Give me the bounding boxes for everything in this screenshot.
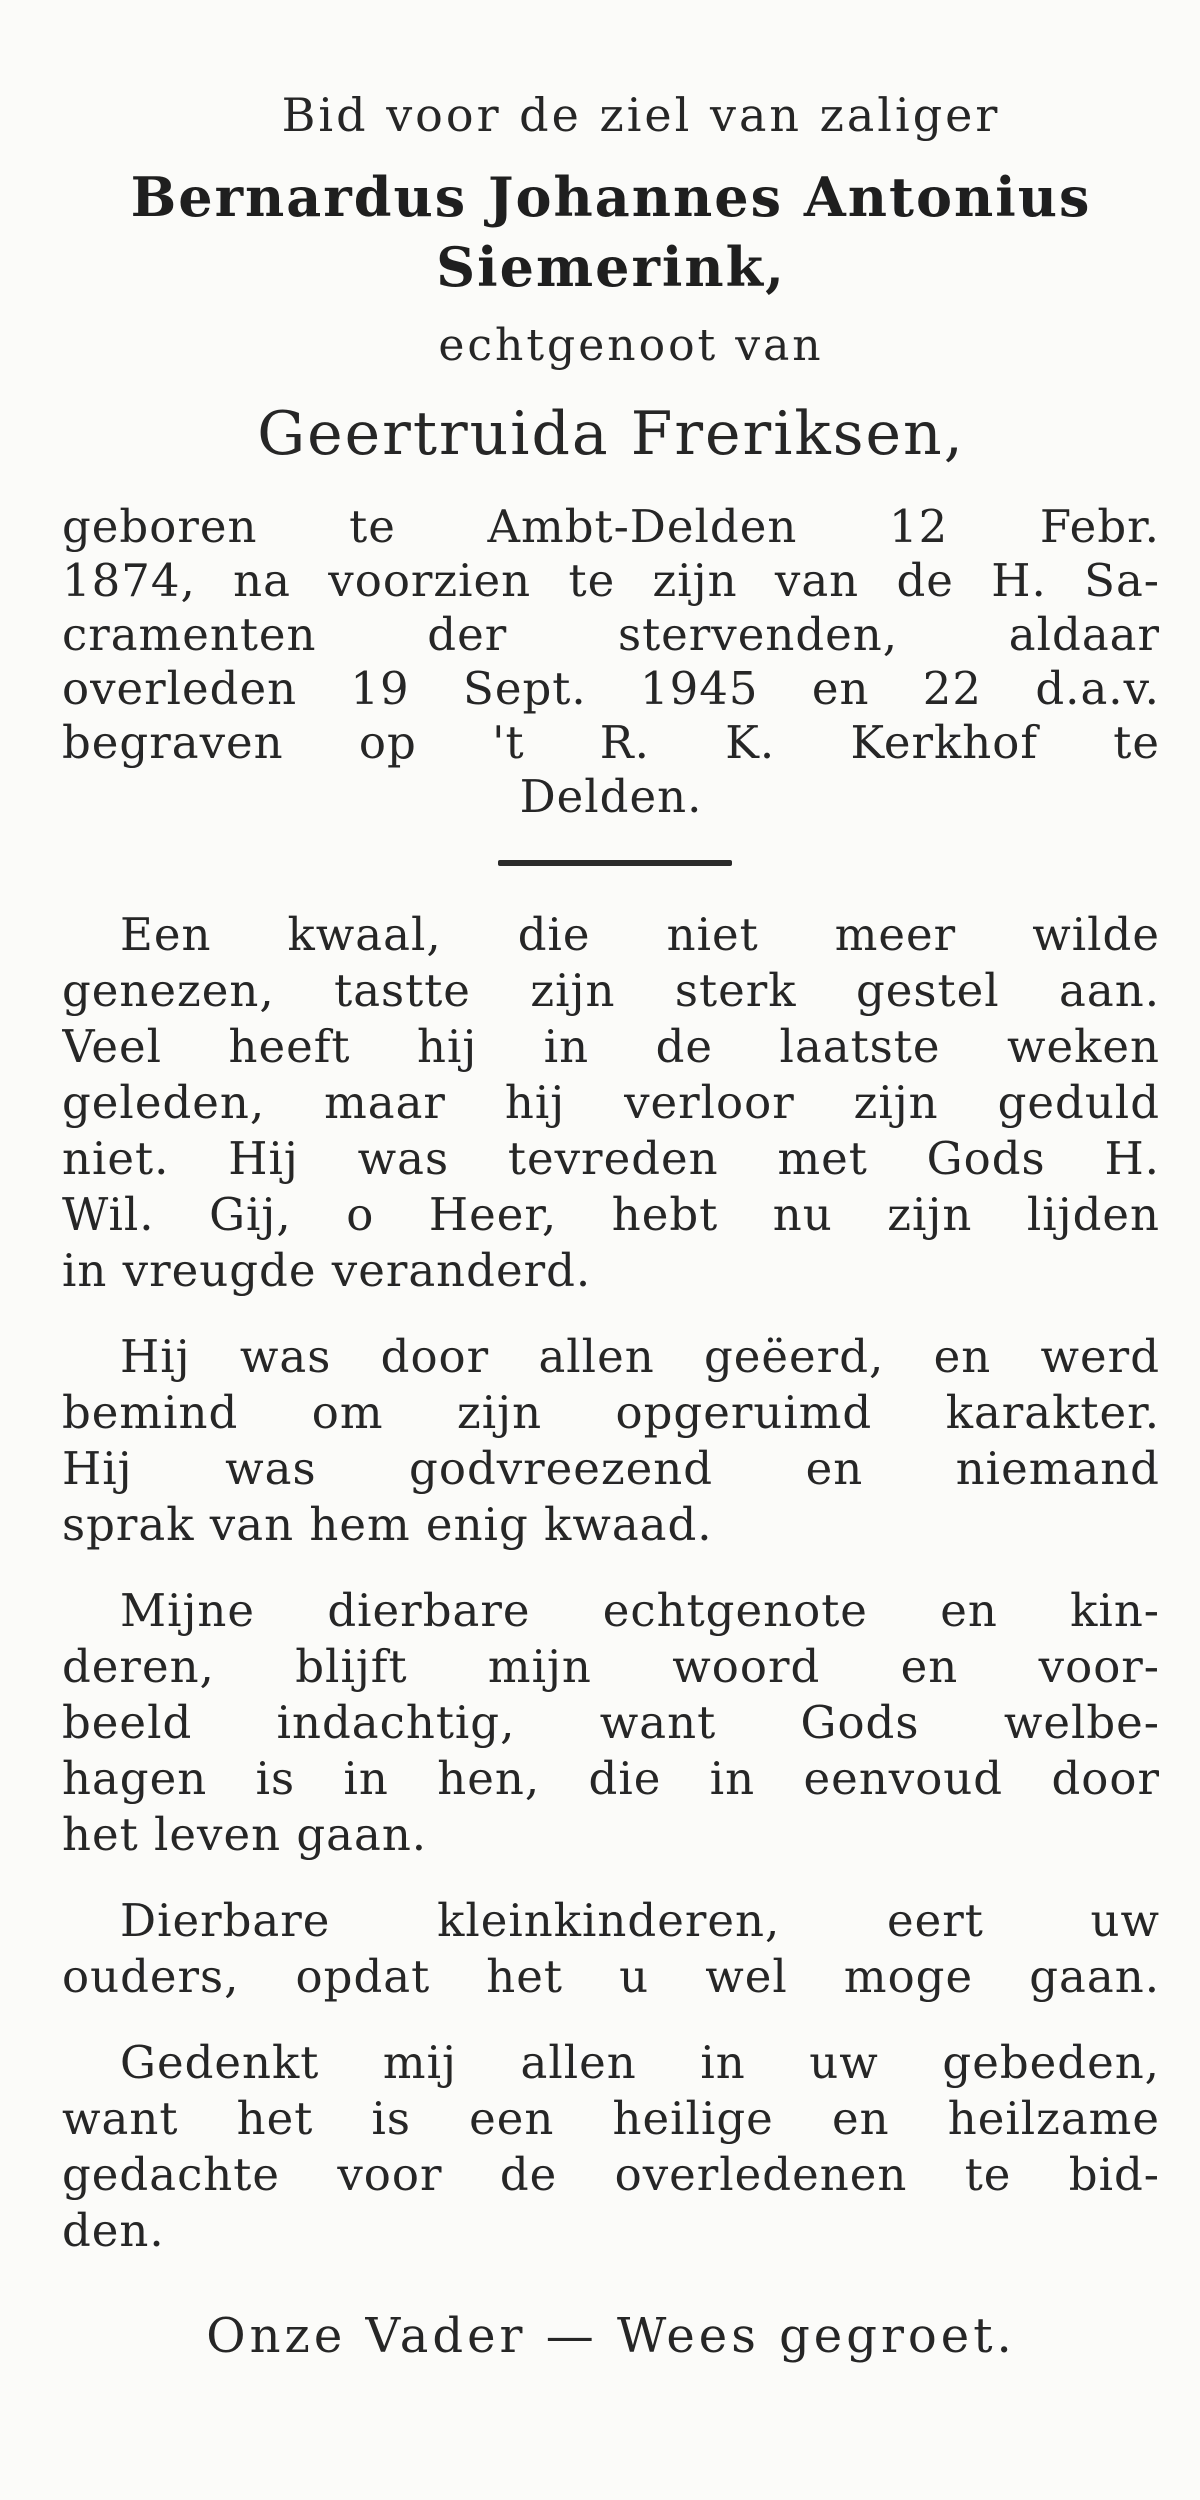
paragraph-1 [62,912,1160,1304]
paragraph-5 [62,2040,1160,2264]
closing-prayer: Onze Vader — Wees gegroet. [206,2312,1016,2364]
biography-line: overleden 19 Sept. 1945 en 22 d.a.v. [62,666,1160,715]
paragraph-line: Dierbare kleinkinderen, eert uw [120,1898,1160,1947]
paragraph-line: beeld indachtig, want Gods welbe- [62,1700,1160,1749]
paragraph-line: genezen, tastte zijn sterk gestel aan. [62,968,1160,1017]
paragraph-line: den. [62,2208,165,2257]
biography-line: 1874, na voorzien te zijn van de H. Sa- [62,558,1160,607]
biography-line: Delden. [519,774,703,823]
biography-line: begraven op 't R. K. Kerkhof te [62,720,1160,769]
paragraph-3 [62,1588,1160,1868]
paragraph-line: het leven gaan. [62,1812,428,1861]
paragraph-line: deren, blijft mijn woord en voor- [62,1644,1160,1693]
paragraph-line: hagen is in hen, die in eenvoud door [62,1756,1160,1805]
paragraph-line: bemind om zijn opgeruimd karakter. [62,1390,1160,1439]
spouse-name: Geertruida Freriksen, [257,404,965,469]
divider [498,860,732,866]
paragraph-line: niet. Hij was tevreden met Gods H. [62,1136,1160,1185]
intro-line: Bid voor de ziel van zaliger [281,92,1001,142]
paragraph-line: want het is een heilige en heilzame [62,2096,1160,2145]
paragraph-line: Hij was godvreezend en niemand [62,1446,1160,1495]
paragraph-line: ouders, opdat het u wel moge gaan. [62,1954,1160,2003]
paragraph-2 [62,1334,1160,1558]
paragraph-4 [62,1898,1160,2010]
paragraph-line: geleden, maar hij verloor zijn geduld [62,1080,1160,1129]
paragraph-line: Wil. Gij, o Heer, hebt nu zijn lijden [62,1192,1160,1241]
spouse-label: echtgenoot van [438,324,824,371]
biography-line: geboren te Ambt-Delden 12 Febr. [62,504,1160,553]
paragraph-line: in vreugde veranderd. [62,1248,592,1297]
paragraph-line: Veel heeft hij in de laatste weken [62,1024,1160,1073]
paragraph-line: Gedenkt mij allen in uw gebeden, [120,2040,1160,2089]
paragraph-line: Mijne dierbare echtgenote en kin- [120,1588,1160,1637]
biography-line: cramenten der stervenden, aldaar [62,612,1160,661]
paragraph-line: gedachte voor de overledenen te bid- [62,2152,1160,2201]
deceased-name-line-2: Siemerink, [436,240,786,299]
biography [62,504,1160,828]
paragraph-line: Hij was door allen geëerd, en werd [120,1334,1160,1383]
deceased-name-line-1: Bernardus Johannes Antonius [130,170,1092,229]
paragraph-line: sprak van hem enig kwaad. [62,1502,713,1551]
paragraph-line: Een kwaal, die niet meer wilde [120,912,1160,961]
